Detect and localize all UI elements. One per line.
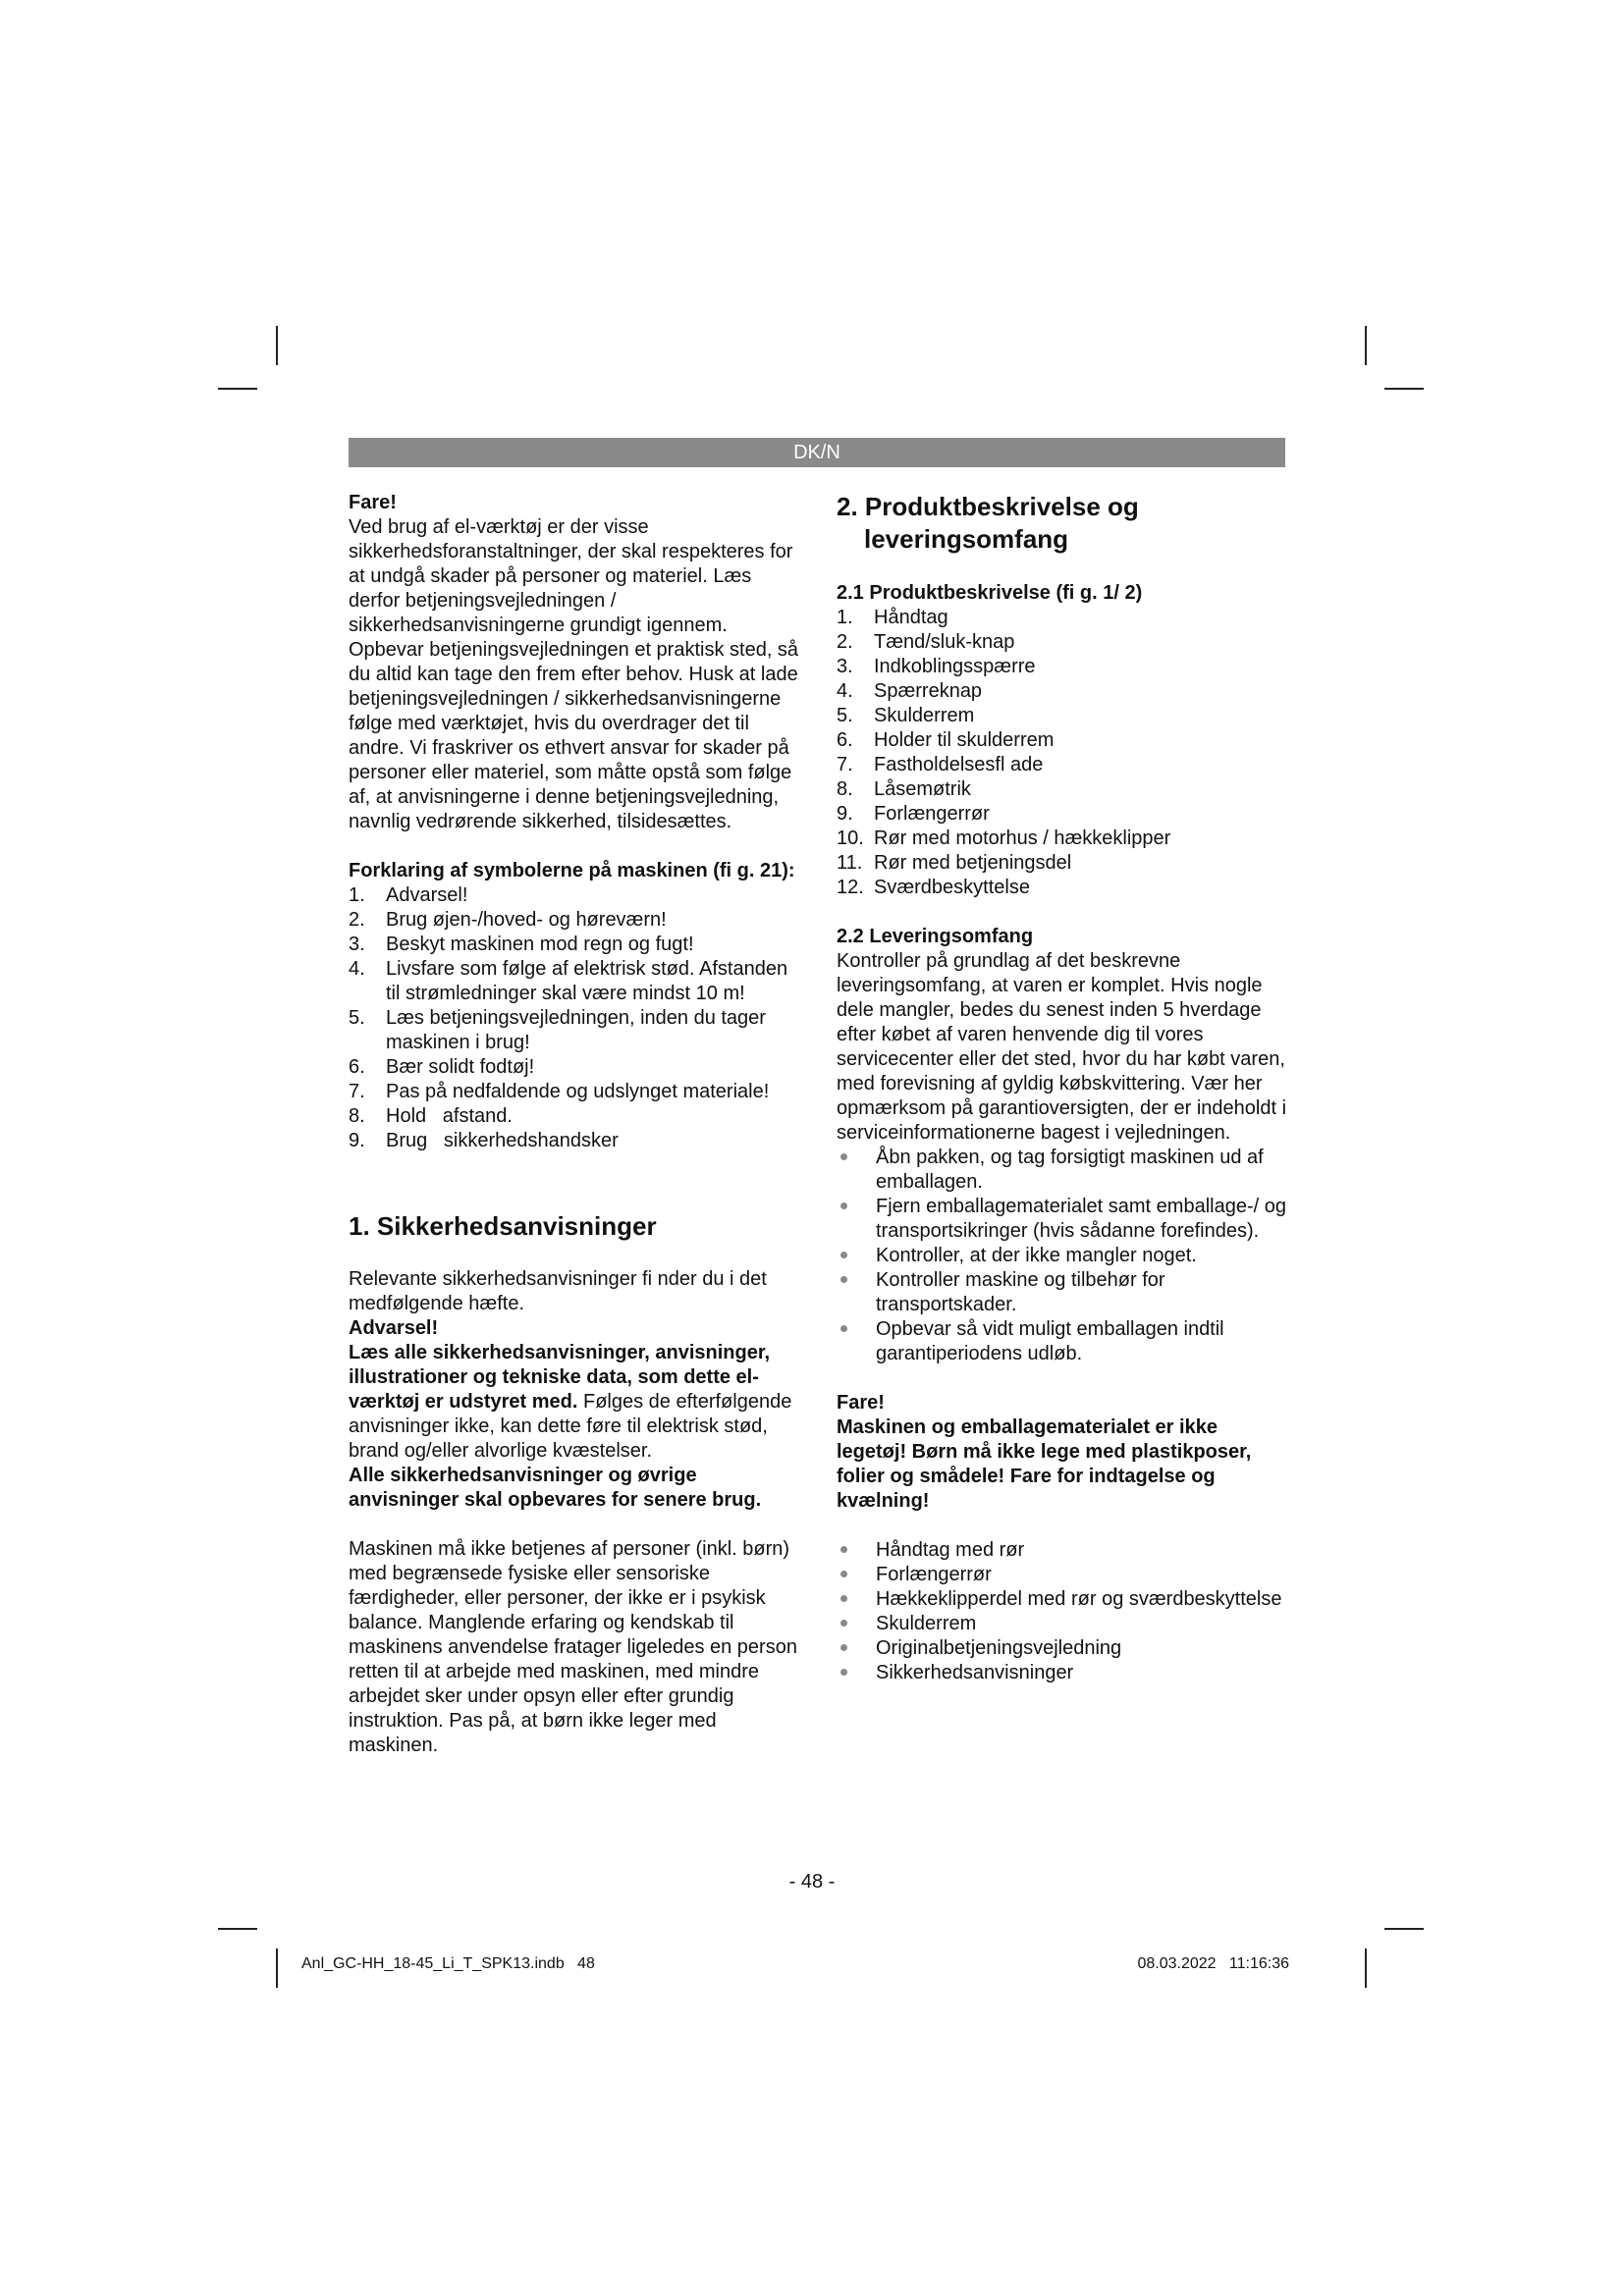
list-item: 8. Låsemøtrik bbox=[837, 778, 971, 800]
left-column bbox=[349, 491, 802, 1758]
crop-mark-bottom-right-v bbox=[1365, 1949, 1367, 1988]
list-item: Kontroller maskine og tilbehør for transportskader. bbox=[837, 1268, 1288, 1317]
list-item: Hækkeklipperdel med rør og sværdbeskyttelse bbox=[837, 1587, 1288, 1612]
language-label: DK/N bbox=[793, 441, 840, 463]
crop-mark-top-right-v bbox=[1365, 326, 1367, 365]
list-item: 12. Sværdbeskyttelse bbox=[837, 877, 1030, 898]
list-item: 6. Holder til skulderrem bbox=[837, 729, 1055, 751]
page-number: - 48 - bbox=[788, 1871, 836, 1893]
crop-mark-top-left-h bbox=[218, 388, 257, 390]
list-item: 8. Hold afstand. bbox=[349, 1105, 513, 1127]
fare-text: Ved brug af el-værktøj er der visse sikkerhedsforanstaltninger, der skal respekteres for at undgå skader på personer og materiel. Læs derfor betjeningsvejledningen / sikkerhedsanvisningerne grundigt igennem. Opbevar betjeningsvejledningen et praktisk sted, så du altid kan tage den frem efter behov. Husk at lade betjeningsvejledningen / sikkerhedsanvisningerne følge med værktøjet, hvis du overdrager det til andre. Vi fraskriver os ethvert ansvar for skader på personer eller materiel, som måtte opstå som følge af, at anvisningerne i denne betjeningsvejledning, navnlig vedrørende sikkerhed, tilsidesættes. bbox=[349, 516, 799, 832]
section-2-2-text: Kontroller på grundlag af det beskrevne leveringsomfang, at varen er komplet. Hvis nogle dele mangler, bedes du senest inden 5 hverdage efter købet af varen henvende dig til vores servicecenter eller det sted, hvor du har købt varen, med forevisning af gyldig købskvittering. Vær her opmærksom på garantioversigten, der er indeholdt i serviceinformationerne bagest i vejledningen. bbox=[837, 950, 1287, 1144]
list-item: 5. Læs betjeningsvejledningen, inden du tager maskinen i brug! bbox=[349, 1007, 766, 1053]
section-1-intro: Relevante sikkerhedsanvisninger fi nder du i det medfølgende hæfte. bbox=[349, 1268, 767, 1314]
list-item: 3. Indkoblingsspærre bbox=[837, 656, 1036, 677]
crop-mark-top-right-h bbox=[1384, 388, 1424, 390]
list-item: 11. Rør med betjeningsdel bbox=[837, 852, 1072, 874]
list-item: Opbevar så vidt muligt emballagen indtil garantiperiodens udløb. bbox=[837, 1317, 1288, 1366]
crop-mark-bottom-left-v bbox=[276, 1949, 278, 1988]
right-column bbox=[837, 491, 1288, 1685]
symbols-list bbox=[349, 883, 802, 1153]
footer-timestamp: 08.03.2022 11:16:36 bbox=[1137, 1955, 1289, 1972]
list-item: 9. Forlængerrør bbox=[837, 803, 990, 825]
list-item: Kontroller, at der ikke mangler noget. bbox=[837, 1244, 1288, 1268]
list-item: 4. Livsfare som følge af elektrisk stød. Afstanden til strømledninger skal være mindst 10 m! bbox=[349, 958, 788, 1004]
crop-mark-bottom-left-h bbox=[218, 1928, 257, 1930]
list-item: 3. Beskyt maskinen mod regn og fugt! bbox=[349, 934, 694, 955]
list-item: 10. Rør med motorhus / hækkeklipper bbox=[837, 828, 1171, 849]
parts-list bbox=[837, 606, 1288, 900]
advarsel-title: Advarsel! bbox=[349, 1317, 439, 1339]
list-item: Fjern emballagematerialet samt emballage-/ og transportsikringer (hvis sådanne forefindes). bbox=[837, 1195, 1288, 1244]
fare-text-right: Maskinen og emballagematerialet er ikke legetøj! Børn må ikke lege med plastikposer, folier og smådele! Fare for indtagelse og kvælning! bbox=[837, 1416, 1252, 1512]
section-1-title: 1. Sikkerhedsanvisninger bbox=[349, 1211, 657, 1241]
list-item: Originalbetjeningsvejledning bbox=[837, 1636, 1288, 1661]
language-header-bar bbox=[349, 438, 1285, 467]
crop-mark-top-left-v bbox=[276, 326, 278, 365]
list-item: 2. Tænd/sluk-knap bbox=[837, 631, 1015, 653]
fare-title: Fare! bbox=[349, 492, 397, 513]
list-item: 5. Skulderrem bbox=[837, 705, 975, 726]
section-2-title-line-1: 2. Produktbeskrivelse og bbox=[837, 492, 1139, 521]
section-1-persons-text: Maskinen må ikke betjenes af personer (inkl. børn) med begrænsede fysiske eller sensoriske færdigheder, eller personer, der ikke er i psykisk balance. Manglende erfaring og kendskab til maskinens anvendelse fratager ligeledes en person retten til at arbejde med maskinen, med mindre arbejdet sker under opsyn eller efter grundig instruktion. Pas på, at børn ikke leger med maskinen. bbox=[349, 1538, 797, 1756]
list-item: 7. Fastholdelsesfl ade bbox=[837, 754, 1044, 775]
keep-instructions-text: Alle sikkerhedsanvisninger og øvrige anvisninger skal opbevares for senere brug. bbox=[349, 1465, 762, 1511]
list-item: Forlængerrør bbox=[837, 1563, 1288, 1587]
list-item: 9. Brug sikkerhedshandsker bbox=[349, 1130, 619, 1151]
fare-title-right: Fare! bbox=[837, 1392, 885, 1414]
section-2-1-title: 2.1 Produktbeskrivelse (fi g. 1/ 2) bbox=[837, 582, 1143, 604]
section-2-title-line-2: leveringsomfang bbox=[864, 524, 1069, 554]
list-item: 4. Spærreknap bbox=[837, 680, 983, 702]
list-item: 1. Advarsel! bbox=[349, 884, 468, 906]
advarsel-text: Læs alle sikkerhedsanvisninger, anvisninger, illustrationer og tekniske data, som dette el-værktøj er udstyret med. Følges de efterfølgende anvisninger ikke, kan dette føre til elektrisk stød, brand og/eller alvorlige kvæstelser. bbox=[349, 1342, 792, 1462]
crop-mark-bottom-right-h bbox=[1384, 1928, 1424, 1930]
list-item: Skulderrem bbox=[837, 1612, 1288, 1636]
list-item: Håndtag med rør bbox=[837, 1538, 1288, 1563]
list-item: 1. Håndtag bbox=[837, 607, 948, 628]
list-item: 7. Pas på nedfaldende og udslynget materiale! bbox=[349, 1081, 770, 1102]
section-2-2-title: 2.2 Leveringsomfang bbox=[837, 926, 1034, 947]
list-item: Sikkerhedsanvisninger bbox=[837, 1661, 1288, 1685]
list-item: Åbn pakken, og tag forsigtigt maskinen ud af emballagen. bbox=[837, 1146, 1288, 1195]
footer-file-name: Anl_GC-HH_18-45_Li_T_SPK13.indb 48 bbox=[301, 1955, 595, 1972]
contents-list bbox=[837, 1538, 1288, 1685]
list-item: 6. Bær solidt fodtøj! bbox=[349, 1056, 535, 1078]
list-item: 2. Brug øjen-/hoved- og høreværn! bbox=[349, 909, 667, 931]
symbols-title: Forklaring af symbolerne på maskinen (fi g. 21): bbox=[349, 860, 795, 881]
unpacking-list bbox=[837, 1146, 1288, 1366]
